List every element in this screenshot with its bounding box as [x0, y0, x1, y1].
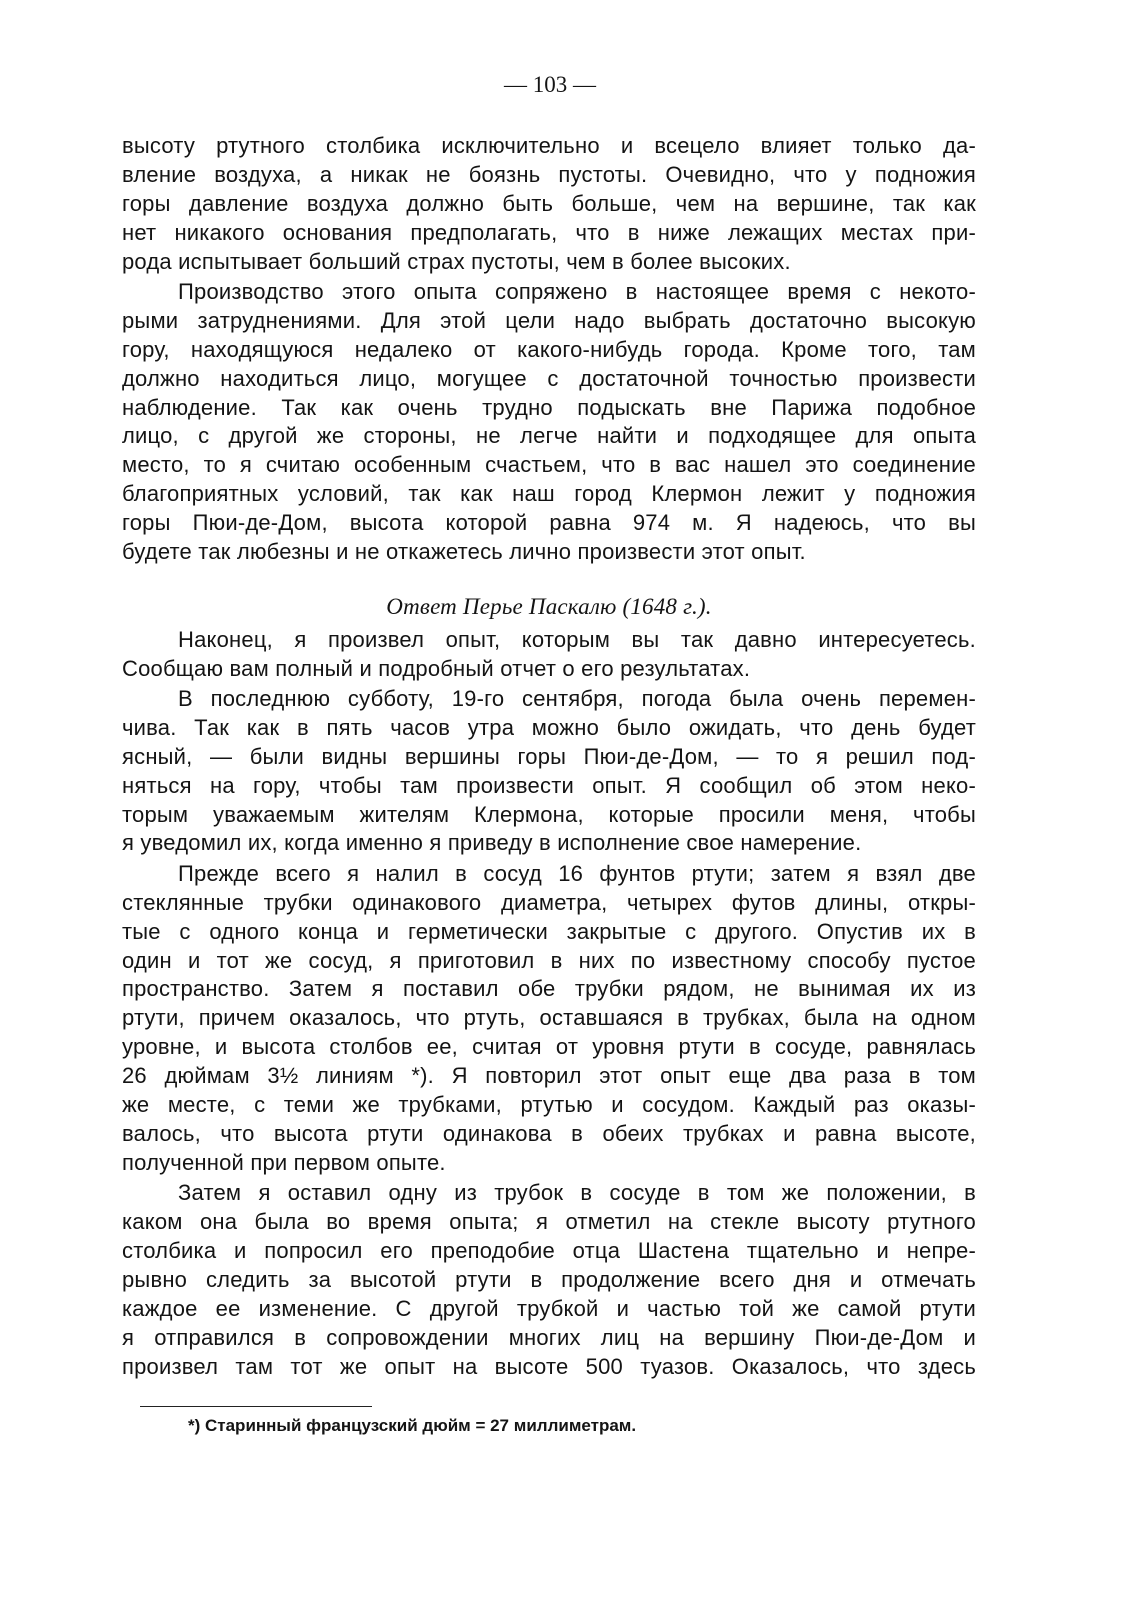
text-line: гору, находящуюся недалеко от какого-нибудь города. Кроме того, там: [122, 336, 976, 362]
text-line: Сообщаю вам полный и подробный отчет о его результатах.: [122, 655, 751, 681]
text-line: стеклянные трубки одинакового диаметра, четырех футов длины, откры-: [122, 889, 976, 915]
text-line: лицо, с другой же стороны, не легче найти и подходящее для опыта: [122, 423, 976, 449]
page-body: [122, 132, 976, 1383]
text-line: я уведомил их, когда именно я приведу в исполнение свое намерение.: [122, 830, 862, 856]
section-heading: Ответ Перье Паскалю (1648 г.).: [386, 593, 712, 619]
text-before-heading: [122, 132, 976, 567]
text-line: горы давление воздуха должно быть больше, чем на вершине, так как: [122, 190, 976, 216]
text-line: рывно следить за высотой ртути в продолжение всего дня и отмечать: [122, 1266, 976, 1292]
footnote-divider: [140, 1406, 372, 1407]
text-line: пространство. Затем я поставил обе трубки рядом, не вынимая их из: [122, 976, 976, 1002]
text-line: каком она была во время опыта; я отметил на стекле высоту ртутного: [122, 1209, 976, 1235]
page-number: — 103 —: [504, 72, 596, 97]
text-line: место, то я считаю особенным счастьем, что в вас нашел это соединение: [122, 452, 976, 478]
text-line: высоту ртутного столбика исключительно и всецело влияет только да-: [122, 133, 976, 158]
text-line: должно находиться лицо, могущее с достаточной точностью произвести: [122, 365, 976, 391]
text-line: я отправился в сопровождении многих лиц на вершину Пюи-де-Дом и: [122, 1324, 976, 1350]
text-line: каждое ее изменение. С другой трубкой и частью той же самой ртути: [122, 1295, 976, 1321]
text-line: В последнюю субботу, 19-го сентября, погода была очень перемен-: [178, 686, 976, 712]
text-line: произвел там тот же опыт на высоте 500 туазов. Оказалось, что здесь: [122, 1353, 976, 1379]
text-line: нет никакого основания предполагать, что в ниже лежащих местах при-: [122, 219, 976, 245]
text-line: столбика и попросил его преподобие отца Шастена тщательно и непре-: [122, 1237, 976, 1263]
text-line: полученной при первом опыте.: [122, 1149, 446, 1175]
text-line: Прежде всего я налил в сосуд 16 фунтов ртути; затем я взял две: [178, 860, 976, 886]
text-line: горы Пюи-де-Дом, высота которой равна 974 м. Я надеюсь, что вы: [122, 510, 976, 536]
text-line: торым уважаемым жителям Клермона, которые просили меня, чтобы: [122, 801, 976, 827]
text-line: ясный, — были видны вершины горы Пюи-де-Дом, — то я решил под-: [122, 743, 976, 769]
text-line: ртути, причем оказалось, что ртуть, оставшаяся в трубках, была на одном: [122, 1005, 976, 1031]
text-line: Производство этого опыта сопряжено в настоящее время с некото-: [178, 278, 976, 304]
text-line: вление воздуха, а никак не боязнь пустоты. Очевидно, что у подножия: [122, 161, 976, 187]
text-line: рыми затруднениями. Для этой цели надо выбрать достаточно высокую: [122, 307, 976, 333]
text-line: чива. Так как в пять часов утра можно было ожидать, что день будет: [122, 714, 976, 740]
text-line: наблюдение. Так как очень трудно подыскать вне Парижа подобное: [122, 394, 976, 420]
text-line: валось, что высота ртути одинакова в обеих трубках и равна высоте,: [122, 1120, 976, 1146]
paragraph: [122, 685, 976, 858]
text-line: тые с одного конца и герметически закрытые с другого. Опустив их в: [122, 918, 976, 944]
text-line: благоприятных условий, так как наш город Клермон лежит у подножия: [122, 481, 976, 507]
text-line: 26 дюймам 3½ линиям *). Я повторил этот опыт еще два раза в том: [122, 1063, 976, 1089]
paragraph: [122, 132, 976, 276]
text-after-heading: [122, 626, 976, 1382]
footnote: *) Старинный французский дюйм = 27 миллиметрам.: [188, 1416, 637, 1435]
paragraph: [122, 278, 976, 567]
paragraph: [122, 1179, 976, 1381]
text-line: будете так любезны и не откажетесь лично произвести этот опыт.: [122, 538, 806, 564]
text-line: рода испытывает больший страх пустоты, чем в более высоких.: [122, 248, 791, 274]
text-line: няться на гору, чтобы там произвести опыт. Я сообщил об этом неко-: [122, 772, 976, 798]
text-line: уровне, и высота столбов ее, считая от уровня ртути в сосуде, равнялась: [122, 1034, 976, 1060]
text-line: один и тот же сосуд, я приготовил в них по известному способу пустое: [122, 947, 976, 973]
text-line: же месте, с теми же трубками, ртутью и сосудом. Каждый раз оказы-: [122, 1092, 976, 1117]
text-line: Затем я оставил одну из трубок в сосуде в том же положении, в: [178, 1180, 976, 1206]
text-line: Наконец, я произвел опыт, которым вы так давно интересуетесь.: [178, 626, 976, 652]
paragraph: [122, 860, 976, 1178]
paragraph: [122, 626, 976, 684]
